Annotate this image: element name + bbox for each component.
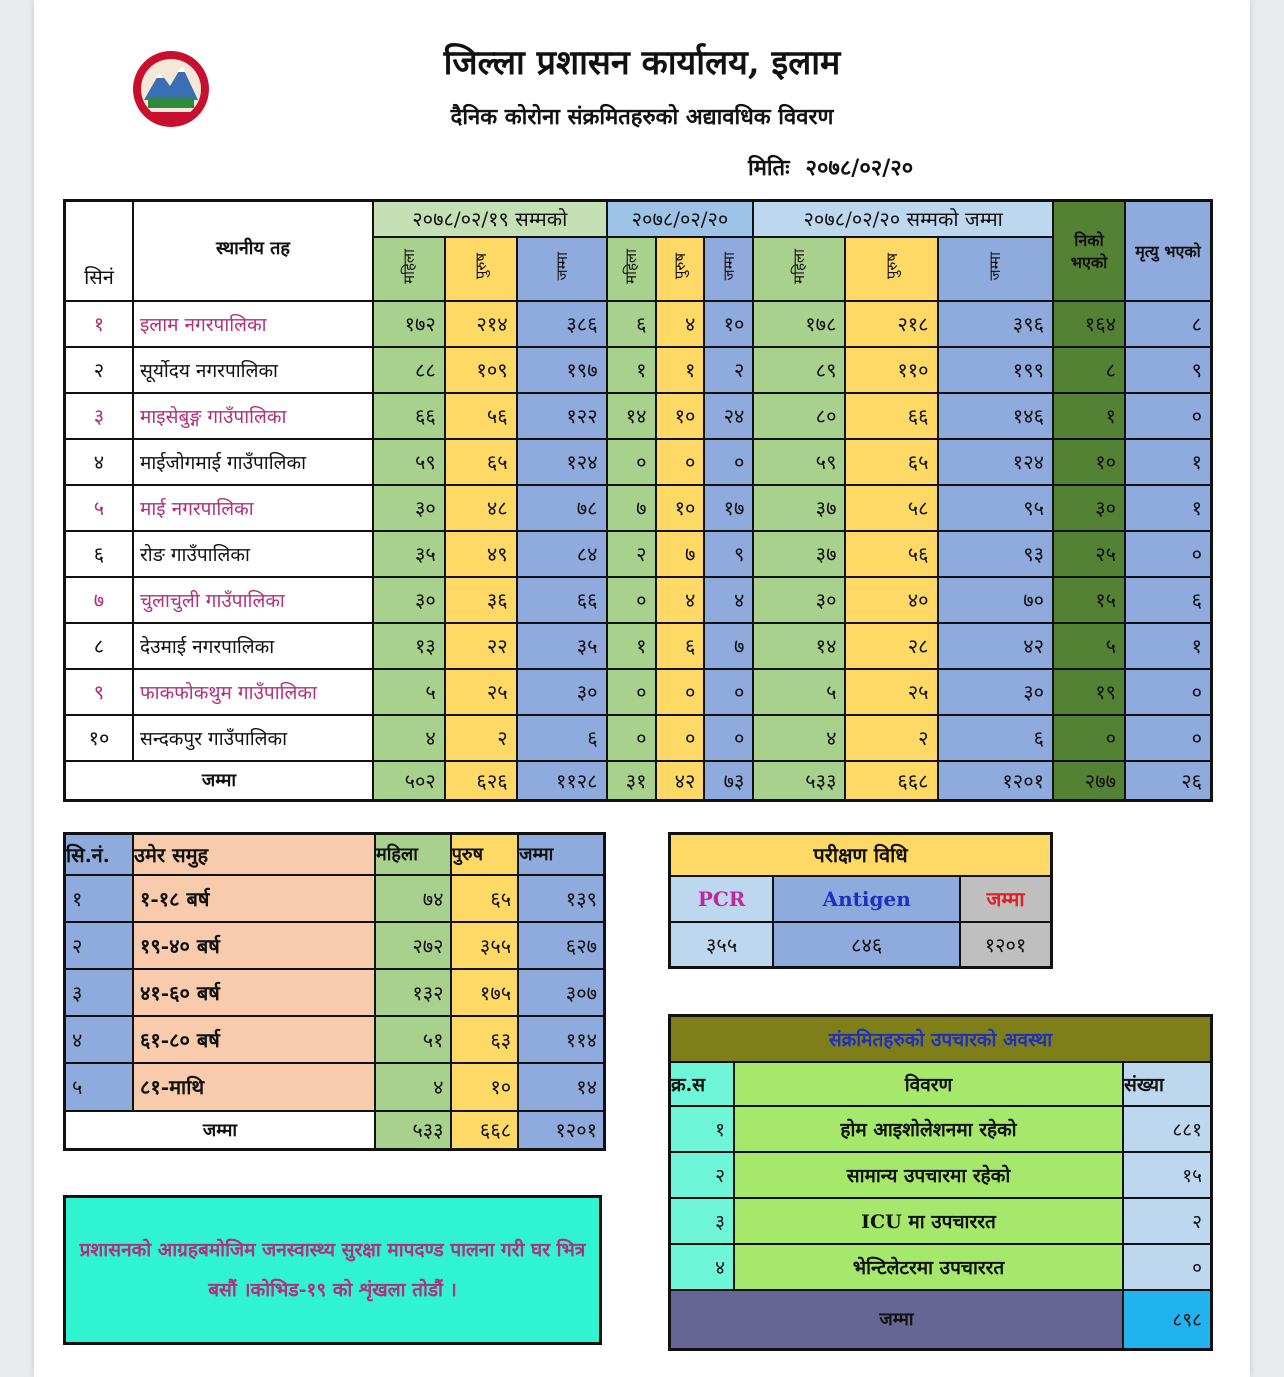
row-value: ३०	[517, 669, 607, 715]
row-municipality-name: माईजोगमाई गाउँपालिका	[133, 439, 373, 485]
public-notice: प्रशासनको आग्रहबमोजिम जनस्वास्थ्य सुरक्षा मापदण्ड पालना गरी घर भित्र बसौं ।कोभिड-१९ को शृंखला तोडौं ।	[63, 1195, 602, 1345]
table-row	[65, 485, 1212, 531]
treatment-row	[670, 1152, 1212, 1198]
row-value: ५६	[445, 393, 517, 439]
age-row	[65, 1016, 605, 1063]
subheader-label: महिला	[399, 248, 418, 284]
row-value: ४	[704, 577, 753, 623]
age-row-sn: २	[65, 922, 134, 969]
row-sn: ७	[65, 577, 134, 623]
row-value: ३७	[753, 485, 845, 531]
age-male-header: पुरुष	[451, 834, 519, 875]
treatment-row-desc: होम आइशोलेशनमा रहेको	[734, 1106, 1123, 1152]
row-value: २	[607, 531, 656, 577]
row-sn: ४	[65, 439, 134, 485]
row-value: ३६	[445, 577, 517, 623]
table-row	[65, 623, 1212, 669]
age-row-male: ३५५	[451, 922, 519, 969]
table-row	[65, 715, 1212, 761]
table-row	[65, 531, 1212, 577]
age-total-sum: १२०१	[518, 1111, 604, 1150]
treatment-row	[670, 1198, 1212, 1244]
row-value: ०	[1125, 715, 1212, 761]
row-value: ६५	[445, 439, 517, 485]
test-method-table	[668, 832, 1053, 969]
age-row-female: १३२	[375, 969, 451, 1016]
row-value: ४०	[845, 577, 937, 623]
row-value: ५	[373, 669, 445, 715]
row-sn: ९	[65, 669, 134, 715]
age-sn-header: सि.नं.	[65, 834, 134, 875]
row-value: ८	[1053, 347, 1125, 393]
age-row-total: ११४	[518, 1016, 604, 1063]
age-row-female: ७४	[375, 875, 451, 922]
row-value: ९	[1125, 347, 1212, 393]
subheader-total	[938, 237, 1053, 301]
row-value: १	[1125, 439, 1212, 485]
row-value: ३०	[373, 577, 445, 623]
treatment-row-sn: ३	[670, 1198, 735, 1244]
row-municipality-name: माइसेबुङ्ग गाउँपालिका	[133, 393, 373, 439]
total-value: ५०२	[373, 761, 445, 801]
row-value: ७	[656, 531, 705, 577]
total-value: २७७	[1053, 761, 1125, 801]
row-value: ९३	[938, 531, 1053, 577]
row-value: ४८	[445, 485, 517, 531]
age-row-group: १-१८ बर्ष	[133, 875, 375, 922]
row-value: ०	[1053, 715, 1125, 761]
row-value: २२	[445, 623, 517, 669]
row-value: १	[1053, 393, 1125, 439]
row-municipality-name: सूर्योदय नगरपालिका	[133, 347, 373, 393]
total-value: ६६८	[845, 761, 937, 801]
age-row	[65, 922, 605, 969]
row-value: १	[1125, 623, 1212, 669]
treatment-sn-header: क्र.स	[670, 1062, 735, 1106]
row-value: २१४	[445, 301, 517, 347]
total-value: ११२८	[517, 761, 607, 801]
test-total-value: १२०१	[960, 922, 1051, 968]
row-value: १५	[1053, 577, 1125, 623]
age-row-group: ६१-८० बर्ष	[133, 1016, 375, 1063]
row-value: १६४	[1053, 301, 1125, 347]
row-municipality-name: देउमाई नगरपालिका	[133, 623, 373, 669]
total-value: २६	[1125, 761, 1212, 801]
row-value: ४	[753, 715, 845, 761]
row-value: ४९	[445, 531, 517, 577]
row-municipality-name: इलाम नगरपालिका	[133, 301, 373, 347]
row-value: ४	[656, 301, 705, 347]
row-value: १०	[704, 301, 753, 347]
row-value: १०	[656, 485, 705, 531]
row-value: ४	[656, 577, 705, 623]
row-value: १	[607, 623, 656, 669]
row-value: ३०	[1053, 485, 1125, 531]
row-value: ०	[704, 669, 753, 715]
row-sn: ६	[65, 531, 134, 577]
row-value: ०	[656, 669, 705, 715]
treatment-count-header: संख्या	[1123, 1062, 1212, 1106]
row-municipality-name: सन्दकपुर गाउँपालिका	[133, 715, 373, 761]
age-row-male: ६५	[451, 875, 519, 922]
row-value: ३७	[753, 531, 845, 577]
row-value: १२४	[517, 439, 607, 485]
age-row-total: १३९	[518, 875, 604, 922]
row-value: ०	[704, 439, 753, 485]
row-value: ११०	[845, 347, 937, 393]
row-value: ७	[704, 623, 753, 669]
age-row-group: १९-४० बर्ष	[133, 922, 375, 969]
row-value: ०	[1125, 393, 1212, 439]
row-value: ३८६	[517, 301, 607, 347]
age-group-header: उमेर समुह	[133, 834, 375, 875]
row-value: २	[845, 715, 937, 761]
row-municipality-name: माई नगरपालिका	[133, 485, 373, 531]
row-value: १०	[1053, 439, 1125, 485]
row-value: १७२	[373, 301, 445, 347]
row-municipality-name: चुलाचुली गाउँपालिका	[133, 577, 373, 623]
row-value: १९९	[938, 347, 1053, 393]
row-value: १२४	[938, 439, 1053, 485]
row-value: २८	[845, 623, 937, 669]
row-value: ६	[1125, 577, 1212, 623]
age-row-sn: ५	[65, 1063, 134, 1110]
table-row	[65, 347, 1212, 393]
row-value: ५	[1053, 623, 1125, 669]
table-row	[65, 577, 1212, 623]
treatment-row-count: ८८१	[1123, 1106, 1212, 1152]
subheader-label: जम्मा	[719, 251, 738, 281]
row-value: १७	[704, 485, 753, 531]
treatment-row-count: ०	[1123, 1244, 1212, 1290]
age-row-sn: १	[65, 875, 134, 922]
table-row	[65, 439, 1212, 485]
antigen-value: ८४६	[773, 922, 960, 968]
report-subtitle: दैनिक कोरोना संक्रमितहरुको अद्यावधिक विवरण	[450, 104, 834, 130]
total-value: ५३३	[753, 761, 845, 801]
row-value: ०	[1125, 531, 1212, 577]
row-sn: १०	[65, 715, 134, 761]
row-value: ८९	[753, 347, 845, 393]
row-value: ५८	[845, 485, 937, 531]
municipality-cases-table	[63, 199, 1213, 802]
row-value: ८८	[373, 347, 445, 393]
row-value: ५९	[373, 439, 445, 485]
age-row	[65, 875, 605, 922]
row-value: ३९६	[938, 301, 1053, 347]
table-row	[65, 301, 1212, 347]
total-value: ७३	[704, 761, 753, 801]
age-row-total: १४	[518, 1063, 604, 1110]
age-row	[65, 969, 605, 1016]
table-row	[65, 669, 1212, 715]
age-row-female: २७२	[375, 922, 451, 969]
treatment-row-sn: ४	[670, 1244, 735, 1290]
row-value: २	[445, 715, 517, 761]
row-value: ०	[1125, 669, 1212, 715]
row-value: ३०	[753, 577, 845, 623]
row-value: ३०	[373, 485, 445, 531]
row-municipality-name: रोङ गाउँपालिका	[133, 531, 373, 577]
local-level-header: स्थानीय तह	[133, 201, 373, 301]
row-value: ०	[607, 669, 656, 715]
subheader-male	[656, 237, 705, 301]
age-row-male: ६३	[451, 1016, 519, 1063]
age-row	[65, 1063, 605, 1110]
row-value: ८०	[753, 393, 845, 439]
row-value: १७८	[753, 301, 845, 347]
total-value: १२०१	[938, 761, 1053, 801]
total-value: ३१	[607, 761, 656, 801]
report-date	[748, 152, 913, 182]
total-value: ६२६	[445, 761, 517, 801]
row-value: ६	[938, 715, 1053, 761]
row-sn: ५	[65, 485, 134, 531]
subheader-male	[845, 237, 937, 301]
subheader-label: महिला	[790, 248, 809, 284]
date-label: मितिः	[748, 155, 790, 181]
row-value: ८	[1125, 301, 1212, 347]
death-header: मृत्यु भएको	[1125, 201, 1212, 301]
row-value: १	[1125, 485, 1212, 531]
pcr-value: ३५५	[670, 922, 774, 968]
row-value: २५	[1053, 531, 1125, 577]
recovered-header: निको भएको	[1053, 201, 1125, 301]
age-total-header: जम्मा	[518, 834, 604, 875]
row-value: १४	[753, 623, 845, 669]
subheader-label: पुरुष	[670, 252, 689, 280]
subheader-total	[704, 237, 753, 301]
age-row-total: ६२७	[518, 922, 604, 969]
pcr-header: PCR	[670, 876, 774, 922]
row-sn: ८	[65, 623, 134, 669]
test-total-header: जम्मा	[960, 876, 1051, 922]
row-value: ९५	[938, 485, 1053, 531]
antigen-header: Antigen	[773, 876, 960, 922]
age-total-label: जम्मा	[65, 1111, 376, 1150]
row-value: ६५	[845, 439, 937, 485]
treatment-total-value: ८९८	[1123, 1290, 1212, 1350]
treatment-row-desc: ICU मा उपचाररत	[734, 1198, 1123, 1244]
row-sn: २	[65, 347, 134, 393]
row-value: ३०	[938, 669, 1053, 715]
row-value: १२२	[517, 393, 607, 439]
row-value: ६	[517, 715, 607, 761]
age-row-male: १०	[451, 1063, 519, 1110]
row-value: १४	[607, 393, 656, 439]
row-value: ५९	[753, 439, 845, 485]
row-value: १०९	[445, 347, 517, 393]
group-header-cumulative-prev: २०७८/०२/१९ सम्मको	[373, 201, 607, 237]
row-value: ०	[607, 715, 656, 761]
age-row-total: ३०७	[518, 969, 604, 1016]
subheader-female	[753, 237, 845, 301]
age-row-female: ५१	[375, 1016, 451, 1063]
row-value: ०	[607, 577, 656, 623]
row-value: ०	[704, 715, 753, 761]
treatment-row-sn: १	[670, 1106, 735, 1152]
test-method-title: परीक्षण विधि	[670, 834, 1052, 876]
row-value: १९७	[517, 347, 607, 393]
group-header-cumulative-total: २०७८/०२/२० सम्मको जम्मा	[753, 201, 1053, 237]
row-value: ६	[656, 623, 705, 669]
subheader-female	[373, 237, 445, 301]
row-value: १९	[1053, 669, 1125, 715]
treatment-row-desc: भेन्टिलेटरमा उपचाररत	[734, 1244, 1123, 1290]
age-row-sn: ३	[65, 969, 134, 1016]
subheader-label: पुरुष	[882, 252, 901, 280]
total-value: ४२	[656, 761, 705, 801]
row-value: ०	[656, 439, 705, 485]
row-value: ८४	[517, 531, 607, 577]
subheader-female	[607, 237, 656, 301]
date-value: २०७८/०२/२०	[805, 155, 914, 181]
subheader-label: महिला	[622, 248, 641, 284]
treatment-row-sn: २	[670, 1152, 735, 1198]
row-value: ५	[753, 669, 845, 715]
row-value: २५	[845, 669, 937, 715]
row-value: ९	[704, 531, 753, 577]
row-value: ७	[607, 485, 656, 531]
row-value: ५६	[845, 531, 937, 577]
row-value: ३५	[517, 623, 607, 669]
subheader-total	[517, 237, 607, 301]
row-value: ०	[607, 439, 656, 485]
row-value: २५	[445, 669, 517, 715]
age-row-male: १७५	[451, 969, 519, 1016]
row-value: ४	[373, 715, 445, 761]
subheader-label: जम्मा	[986, 251, 1005, 281]
row-value: ६	[607, 301, 656, 347]
row-sn: ३	[65, 393, 134, 439]
sn-header: सिनं	[65, 201, 134, 301]
row-municipality-name: फाकफोकथुम गाउँपालिका	[133, 669, 373, 715]
treatment-row-desc: सामान्य उपचारमा रहेको	[734, 1152, 1123, 1198]
subheader-label: पुरुष	[471, 252, 490, 280]
row-value: १	[656, 347, 705, 393]
treatment-row-count: १५	[1123, 1152, 1212, 1198]
office-title: जिल्ला प्रशासन कार्यालय, इलाम	[443, 43, 841, 83]
age-row-group: ४१-६० बर्ष	[133, 969, 375, 1016]
table-row	[65, 393, 1212, 439]
row-value: ६६	[845, 393, 937, 439]
age-total-male: ६६८	[451, 1111, 519, 1150]
treatment-desc-header: विवरण	[734, 1062, 1123, 1106]
age-total-female: ५३३	[375, 1111, 451, 1150]
total-label: जम्मा	[65, 761, 374, 801]
row-value: १	[607, 347, 656, 393]
treatment-status-table	[668, 1014, 1213, 1351]
row-sn: १	[65, 301, 134, 347]
subheader-label: जम्मा	[552, 251, 571, 281]
row-value: २१८	[845, 301, 937, 347]
row-value: १०	[656, 393, 705, 439]
treatment-row	[670, 1244, 1212, 1290]
row-value: १४६	[938, 393, 1053, 439]
treatment-row-count: २	[1123, 1198, 1212, 1244]
row-value: १३	[373, 623, 445, 669]
group-header-today: २०७८/०२/२०	[607, 201, 754, 237]
age-group-table	[63, 832, 606, 1151]
row-value: २४	[704, 393, 753, 439]
age-row-female: ४	[375, 1063, 451, 1110]
totals-row	[65, 761, 1212, 801]
age-female-header: महिला	[375, 834, 451, 875]
row-value: ६६	[373, 393, 445, 439]
row-value: ६६	[517, 577, 607, 623]
row-value: ७८	[517, 485, 607, 531]
treatment-total-label: जम्मा	[670, 1290, 1124, 1350]
row-value: २	[704, 347, 753, 393]
row-value: ३५	[373, 531, 445, 577]
treatment-row	[670, 1106, 1212, 1152]
row-value: ०	[656, 715, 705, 761]
age-row-sn: ४	[65, 1016, 134, 1063]
row-value: ४२	[938, 623, 1053, 669]
subheader-male	[445, 237, 517, 301]
treatment-title: संक्रमितहरुको उपचारको अवस्था	[670, 1016, 1212, 1062]
row-value: ७०	[938, 577, 1053, 623]
age-row-group: ८१-माथि	[133, 1063, 375, 1110]
